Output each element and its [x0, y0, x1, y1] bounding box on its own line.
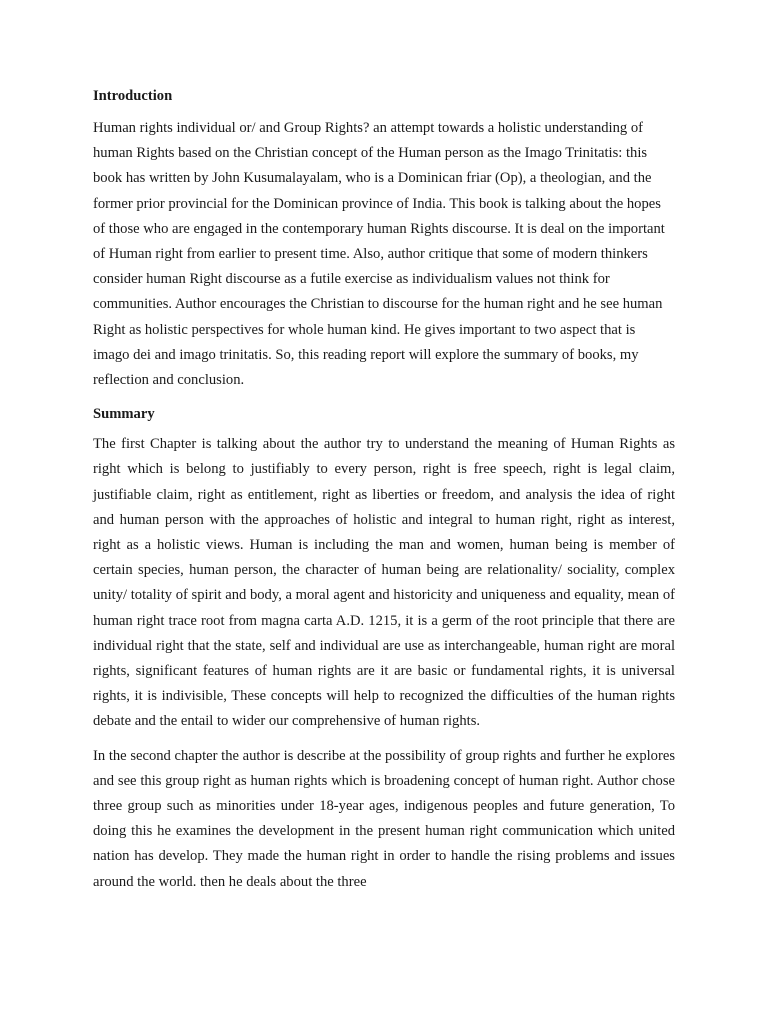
introduction-heading: Introduction: [93, 88, 173, 104]
summary-paragraph-second-chapter: In the second chapter the author is describe at the possibility of group rights and further he explores and see this group right as human rights which is broadening concept of human right. Author chose three group such as minorities under 18-year ages, indigenous peoples and future generation, To doing this he examines the development in the present human right communication which united nation has develop. They made the human right in order to handle the rising problems and issues around the world. then he deals about the three: [93, 747, 675, 890]
summary-paragraph-first-chapter: The first Chapter is talking about the author try to understand the meaning of Human Rights as right which is belong to justifiably to every person, right is free speech, right is legal claim, justifiable claim, right as entitlement, right as liberties or freedom, and analysis the idea of right and human person with the approaches of holistic and integral to human right, right as interest, right as a holistic views. Human is including the man and women, human being is member of certain species, human person, the character of human being are relationality/ sociality, complex unity/ totality of spirit and body, a moral agent and historicity and uniqueness and equality, mean of human right trace root from magna carta A.D. 1215, it is a germ of the root principle that there are individual right that the state, self and individual are use as interchangeable, human right are moral rights, significant features of human rights are it are basic or fundamental rights, it is universal rights, it is indivisible, These concepts will help to recognized the difficulties of the human rights debate and the entail to wider our comprehensive of human rights.: [93, 436, 675, 730]
document-page: [93, 86, 675, 895]
introduction-paragraph: Human rights individual or/ and Group Rights? an attempt towards a holistic understanding of human Rights based on the Christian concept of the Human person as the Imago Trinitatis: this book has written by John Kusumalayalam, who is a Dominican friar (Op), a theologian, and the former prior provincial for the Dominican province of India. This book is talking about the hopes of those who are engaged in the contemporary human Rights discourse. It is deal on the important of Human right from earlier to present time. Also, author critique that some of modern thinkers consider human Right discourse as a futile exercise as individualism values not think for communities. Author encourages the Christian to discourse for the human right and he see human Right as holistic perspectives for whole human kind. He gives important to two aspect that is imago dei and imago trinitatis. So, this reading report will explore the summary of books, my reflection and conclusion.: [93, 120, 665, 389]
summary-heading: Summary: [93, 406, 155, 423]
